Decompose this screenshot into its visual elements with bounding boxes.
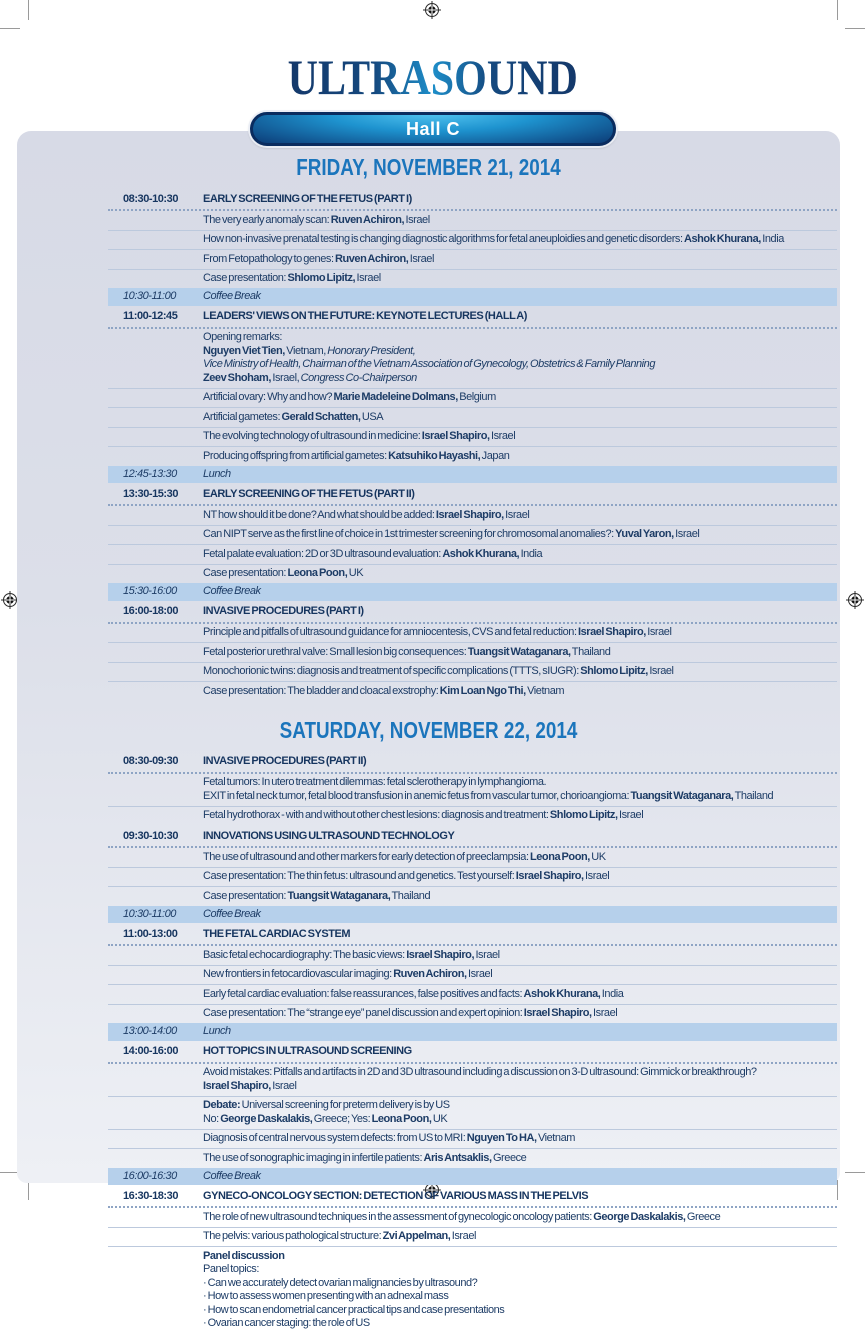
talk-line (203, 665, 833, 679)
break-row (108, 1168, 837, 1186)
talk-row (108, 1129, 837, 1149)
talk-text: Israel (489, 430, 516, 443)
talk-text: Thailand (733, 789, 774, 802)
speaker-name: Yuval Yaron, (615, 528, 674, 541)
talk-text: · Can we accurately detect ovarian malignancies by ultrasound? (203, 1276, 478, 1289)
talk-content (203, 253, 837, 267)
talk-content (203, 331, 837, 385)
speaker-name: Israel Shapiro, (523, 1007, 592, 1020)
talk-line (203, 430, 833, 444)
speaker-name: Tuangsit Wataganara, (467, 645, 571, 658)
hall-badge-label: Hall C (405, 118, 460, 139)
crop-mark (0, 28, 20, 29)
talk-content (203, 233, 837, 247)
talk-text: Greece (685, 1210, 721, 1223)
talk-text: Vice Ministry of Health, Chairman of the Vietnam Association of Gynecology, Obstetrics & Family Planning (203, 358, 655, 371)
talk-text: Fetal hydrothorax - with and without other chest lesions: diagnosis and treatment: (203, 809, 550, 822)
speaker-name: Ruven Achiron, (334, 252, 409, 265)
talk-content (203, 391, 837, 405)
talk-content (203, 685, 837, 699)
talk-text: The use of ultrasound and other markers for early detection of preeclampsia: (203, 850, 530, 863)
talk-text: Opening remarks: (203, 331, 283, 344)
speaker-name: Aris Antsaklis, (423, 1151, 492, 1164)
talk-text: UK (347, 567, 364, 580)
talk-text: NT how should it be done? And what should be added: (203, 508, 436, 521)
talk-content (203, 988, 837, 1002)
day-title-friday: FRIDAY, NOVEMBER 21, 2014 (296, 154, 561, 180)
speaker-name: Ruven Achiron, (330, 213, 405, 226)
talk-content (203, 809, 837, 823)
talk-text: Vietnam (536, 1132, 575, 1145)
talk-text: Fetal posterior urethral valve: Small lesion big consequences: (203, 645, 468, 658)
time-cell: 09:30-10:30 (123, 829, 178, 842)
talk-line (203, 372, 833, 386)
talk-text: Belgium (457, 391, 496, 404)
talk-row (108, 1148, 837, 1168)
talk-line (203, 776, 833, 790)
talk-text: Case presentation: (203, 567, 288, 580)
talk-row (108, 388, 837, 408)
talk-line (203, 1250, 833, 1264)
talk-line (203, 1317, 833, 1331)
speaker-name: Kim Loan Ngo Thi, (439, 684, 526, 697)
talk-content (203, 1099, 837, 1126)
session-header-row (108, 1041, 837, 1062)
talk-text: India (519, 547, 543, 560)
talk-text: How non-invasive prenatal testing is changing diagnostic algorithms for fetal aneuploidies and genetic disorders: (203, 233, 684, 246)
talk-text: Israel (466, 968, 493, 981)
talk-line (203, 646, 833, 660)
talk-text: Vietnam, (284, 344, 328, 357)
crop-mark (845, 1172, 865, 1173)
talk-row (108, 506, 837, 525)
talk-row (108, 1064, 837, 1096)
talk-text: From Fetopathology to genes: (203, 252, 335, 265)
talk-line (203, 528, 833, 542)
talk-row (108, 1246, 837, 1333)
talk-content (203, 870, 837, 884)
talk-line (203, 1211, 833, 1225)
talk-text: Early fetal cardiac evaluation: false reassurances, false positives and facts: (203, 987, 524, 1000)
talk-content (203, 272, 837, 286)
schedule-saturday (108, 751, 837, 1333)
talk-text: Case presentation: The bladder and cloacal exstrophy: (203, 684, 440, 697)
talk-row (108, 1208, 837, 1227)
talk-text: Israel (673, 528, 700, 541)
talk-content (203, 968, 837, 982)
talk-row (108, 642, 837, 662)
talk-text: Case presentation: The “strange eye” panel discussion and expert opinion: (203, 1007, 524, 1020)
session-header-row (108, 751, 837, 772)
talk-line (203, 851, 833, 865)
talk-content (203, 646, 837, 660)
registration-mark-icon (423, 1, 441, 19)
talk-text: Can NIPT serve as the first line of choice in 1st trimester screening for chromosomal anomalies?: (203, 528, 616, 541)
time-cell: 13:30-15:30 (123, 487, 178, 500)
talk-text: India (600, 987, 624, 1000)
hall-badge (250, 112, 616, 146)
talk-row (108, 230, 837, 250)
break-label: Lunch (203, 1025, 231, 1038)
talk-line (203, 1290, 833, 1304)
talk-text: Israel (408, 252, 434, 265)
time-cell: 10:30-11:00 (123, 907, 176, 920)
time-cell: 10:30-11:00 (123, 290, 176, 303)
speaker-name: Zeev Shoham, (203, 371, 271, 384)
talk-text: Principle and pitfalls of ultrasound guidance for amniocentesis, CVS and fetal reduction: (203, 626, 578, 639)
talk-content (203, 776, 837, 803)
talk-text: Thailand (570, 645, 611, 658)
break-label: Coffee Break (203, 907, 261, 920)
talk-text: New frontiers in fetocardiovascular imaging: (203, 968, 394, 981)
talk-content (203, 528, 837, 542)
speaker-name: George Daskalakis, (593, 1210, 686, 1223)
session-title: EARLY SCREENING OF THE FETUS (PART II) (203, 487, 415, 500)
talk-text: USA (360, 410, 384, 423)
talk-line (203, 253, 833, 267)
talk-line (203, 790, 833, 804)
talk-line (203, 968, 833, 982)
talk-content (203, 509, 837, 523)
talk-text: Israel (647, 665, 674, 678)
talk-text: Case presentation: (203, 272, 288, 285)
talk-text: Israel (474, 948, 500, 961)
talk-row (108, 564, 837, 584)
speaker-name: Gerald Schatten, (281, 410, 361, 423)
talk-line (203, 988, 833, 1002)
talk-line (203, 949, 833, 963)
talk-text: Producing offspring from artificial gametes: (203, 449, 389, 462)
speaker-name: Leona Poon, (371, 1112, 432, 1125)
time-cell: 14:00-16:00 (123, 1045, 178, 1058)
talk-text: The evolving technology of ultrasound in medicine: (203, 430, 422, 443)
talk-row (108, 965, 837, 985)
talk-row (108, 662, 837, 682)
talk-text: Avoid mistakes: Pitfalls and artifacts in 2D and 3D ultrasound including a discussion on 3-D ultrasound: Gimmick or breakthrough? (203, 1066, 757, 1079)
break-label: Coffee Break (203, 585, 261, 598)
talk-content (203, 411, 837, 425)
session-header-row (108, 923, 837, 944)
talk-line (203, 1230, 833, 1244)
speaker-name: Israel Shapiro, (515, 870, 584, 883)
talk-text: EXIT in fetal neck tumor, fetal blood transfusion in anemic fetus from vascular tumor, chorioangioma: (203, 789, 631, 802)
talk-text: India (760, 233, 784, 246)
day-title-saturday: SATURDAY, NOVEMBER 22, 2014 (279, 716, 578, 743)
talk-row (108, 249, 837, 269)
talk-text: Israel, (270, 371, 301, 384)
speaker-name: Leona Poon, (529, 850, 590, 863)
session-title: EARLY SCREENING OF THE FETUS (PART I) (203, 192, 412, 205)
speaker-name: Israel Shapiro, (435, 508, 504, 521)
speaker-name: Leona Poon, (287, 567, 348, 580)
session-title: THE FETAL CARDIAC SYSTEM (203, 927, 351, 940)
masthead (0, 49, 865, 105)
congress-title: ULTRASOUND (287, 49, 578, 105)
talk-row (108, 407, 837, 427)
talk-text: Basic fetal echocardiography: The basic views: (203, 948, 407, 961)
talk-line (203, 809, 833, 823)
speaker-name: Shlomo Lipitz, (580, 665, 648, 678)
talk-text: UK (431, 1112, 448, 1125)
break-label: Coffee Break (203, 290, 261, 303)
session-title: HOT TOPICS IN ULTRASOUND SCREENING (203, 1045, 412, 1058)
session-header-row (108, 306, 837, 327)
break-row (108, 583, 837, 601)
speaker-name: Katsuhiko Hayashi, (388, 449, 481, 462)
speaker-name: Ashok Khurana, (684, 233, 761, 246)
break-label: Lunch (203, 467, 231, 480)
talk-text: Israel (503, 508, 530, 521)
break-row (108, 288, 837, 306)
time-cell: 11:00-12:45 (123, 310, 178, 323)
talk-text: Diagnosis of central nervous system defects: from US to MRI: (203, 1132, 467, 1145)
talk-row (108, 269, 837, 289)
talk-content (203, 890, 837, 904)
talk-row (108, 1227, 837, 1247)
talk-text: Israel (270, 1079, 297, 1092)
session-title: GYNECO-ONCOLOGY SECTION: DETECTION OF VARIOUS MASS IN THE PELVIS (203, 1189, 589, 1202)
session-title: INVASIVE PROCEDURES (PART I) (203, 605, 364, 618)
talk-text: · How to scan endometrial cancer practical tips and case presentations (203, 1303, 505, 1316)
talk-text: Fetal palate evaluation: 2D or 3D ultrasound evaluation: (203, 547, 443, 560)
break-row (108, 1023, 837, 1041)
talk-row (108, 886, 837, 906)
talk-text: Vietnam (525, 684, 565, 697)
talk-content (203, 430, 837, 444)
break-label: Coffee Break (203, 1169, 261, 1182)
talk-text: Israel (591, 1007, 618, 1020)
talk-content (203, 626, 837, 640)
time-cell: 15:30-16:00 (123, 585, 177, 598)
session-header-row (108, 1185, 837, 1206)
talk-content (203, 1132, 837, 1146)
talk-line (203, 890, 833, 904)
talk-line (203, 626, 833, 640)
talk-content (203, 1152, 837, 1166)
talk-text: UK (589, 850, 606, 863)
talk-text: Fetal tumors: In utero treatment dilemmas: fetal sclerotherapy in lymphangioma. (203, 776, 547, 789)
speaker-name: Israel Shapiro, (421, 430, 490, 443)
talk-text: Israel (355, 272, 381, 285)
speaker-name: Panel discussion (203, 1249, 285, 1262)
talk-text: · How to assess women presenting with an adnexal mass (203, 1290, 449, 1303)
talk-text: Israel (404, 213, 430, 226)
talk-text: Israel (583, 870, 610, 883)
talk-line (203, 345, 833, 359)
talk-content (203, 214, 837, 228)
speaker-name: Ashok Khurana, (523, 987, 601, 1000)
talk-line (203, 331, 833, 345)
talk-row (108, 525, 837, 545)
talk-text: · Ovarian cancer staging: the role of US (203, 1317, 370, 1330)
talk-content (203, 1211, 837, 1225)
speaker-name: Zvi Appelman, (382, 1230, 451, 1243)
speaker-name: Shlomo Lipitz, (287, 272, 356, 285)
talk-line (203, 411, 833, 425)
crop-mark (845, 28, 865, 29)
talk-line (203, 1007, 833, 1021)
speaker-name: Ashok Khurana, (442, 547, 520, 560)
talk-content (203, 450, 837, 464)
talk-line (203, 1263, 833, 1277)
talk-text: The role of new ultrasound techniques in the assessment of gynecologic oncology patients: (203, 1210, 594, 1223)
time-cell: 12:45-13:30 (123, 467, 177, 480)
talk-content (203, 567, 837, 581)
speaker-name: Debate: (203, 1099, 241, 1112)
talk-line (203, 870, 833, 884)
talk-row (108, 984, 837, 1004)
talk-content (203, 1066, 837, 1093)
talk-text: Greece (491, 1151, 527, 1164)
talk-text: Artificial gametes: (203, 410, 282, 423)
talk-text: Case presentation: The thin fetus: ultrasound and genetics. Test yourself: (203, 870, 516, 883)
speaker-name: George Daskalakis, (220, 1112, 313, 1125)
talk-text: Case presentation: (203, 889, 288, 902)
talk-line (203, 450, 833, 464)
time-cell: 08:30-09:30 (123, 755, 178, 768)
speaker-name: Nguyen To HA, (466, 1132, 537, 1145)
talk-line (203, 548, 833, 562)
talk-row (108, 427, 837, 447)
talk-content (203, 851, 837, 865)
talk-text: The pelvis: various pathological structure: (203, 1230, 383, 1243)
talk-text: Artificial ovary: Why and how? (203, 391, 334, 404)
talk-row (108, 806, 837, 826)
speaker-name: Tuangsit Wataganara, (630, 789, 734, 802)
talk-row (108, 1004, 837, 1024)
talk-text: Israel (645, 626, 672, 639)
speaker-name: Nguyen Viet Tien, (203, 344, 285, 357)
talk-text: Congress Co-Chairperson (300, 371, 417, 384)
talk-row (108, 211, 837, 230)
talk-row (108, 848, 837, 867)
talk-content (203, 1230, 837, 1244)
schedule-friday (108, 188, 837, 701)
talk-content (203, 949, 837, 963)
talk-line (203, 1080, 833, 1094)
talk-text: The very early anomaly scan: (203, 213, 331, 226)
talk-line (203, 272, 833, 286)
speaker-name: Ruven Achiron, (393, 968, 467, 981)
talk-content (203, 1007, 837, 1021)
talk-line (203, 1113, 833, 1127)
talk-row (108, 774, 837, 806)
speaker-name: Israel Shapiro, (577, 626, 646, 639)
session-header-row (108, 188, 837, 209)
speaker-name: Tuangsit Wataganara, (287, 889, 391, 902)
talk-line (203, 1066, 833, 1080)
speaker-name: Israel Shapiro, (406, 948, 475, 961)
break-row (108, 906, 837, 924)
talk-text: The use of sonographic imaging in infertile patients: (203, 1151, 424, 1164)
talk-row (108, 681, 837, 701)
talk-line (203, 1132, 833, 1146)
talk-line (203, 1152, 833, 1166)
talk-row (108, 329, 837, 388)
talk-line (203, 1099, 833, 1113)
talk-line (203, 391, 833, 405)
talk-line (203, 685, 833, 699)
talk-row (108, 624, 837, 643)
talk-text: Thailand (390, 889, 431, 902)
break-row (108, 466, 837, 484)
talk-content (203, 548, 837, 562)
talk-row (108, 544, 837, 564)
time-cell: 16:00-18:00 (123, 605, 178, 618)
talk-text: Universal screening for preterm delivery is by US (240, 1099, 450, 1112)
talk-line (203, 1277, 833, 1291)
talk-content (203, 665, 837, 679)
talk-line (203, 214, 833, 228)
talk-line (203, 1304, 833, 1318)
talk-text: Israel (450, 1230, 476, 1243)
talk-line (203, 509, 833, 523)
talk-text: Israel (617, 809, 644, 822)
session-header-row (108, 601, 837, 622)
session-header-row (108, 483, 837, 504)
talk-line (203, 233, 833, 247)
time-cell: 11:00-13:00 (123, 927, 178, 940)
talk-text: Honorary President, (327, 344, 416, 357)
talk-line (203, 567, 833, 581)
time-cell: 08:30-10:30 (123, 192, 178, 205)
talk-text: Japan (480, 449, 510, 462)
speaker-name: Marie Madeleine Dolmans, (333, 391, 458, 404)
talk-row (108, 446, 837, 466)
talk-row (108, 1096, 837, 1129)
program-sheet (17, 131, 840, 1330)
crop-mark (837, 0, 838, 20)
talk-content (203, 1250, 837, 1331)
talk-text: Monochorionic twins: diagnosis and treatment of specific complications (TTTS, sIUGR): (203, 665, 581, 678)
talk-text: Greece; Yes: (312, 1112, 372, 1125)
session-title: INNOVATIONS USING ULTRASOUND TECHNOLOGY (203, 829, 455, 842)
session-title: LEADERS' VIEWS ON THE FUTURE: KEYNOTE LECTURES (HALL A) (203, 310, 527, 323)
registration-mark-icon (846, 591, 864, 609)
talk-text: Panel topics: (203, 1263, 259, 1276)
talk-line (203, 358, 833, 372)
speaker-name: Shlomo Lipitz, (549, 809, 618, 822)
session-title: INVASIVE PROCEDURES (PART II) (203, 755, 367, 768)
crop-mark (28, 0, 29, 20)
speaker-name: Israel Shapiro, (203, 1079, 271, 1092)
talk-row (108, 946, 837, 965)
time-cell: 16:00-16:30 (123, 1169, 177, 1182)
time-cell: 16:30-18:30 (123, 1189, 178, 1202)
time-cell: 13:00-14:00 (123, 1025, 177, 1038)
talk-row (108, 867, 837, 887)
session-header-row (108, 825, 837, 846)
talk-text: No: (203, 1112, 221, 1125)
